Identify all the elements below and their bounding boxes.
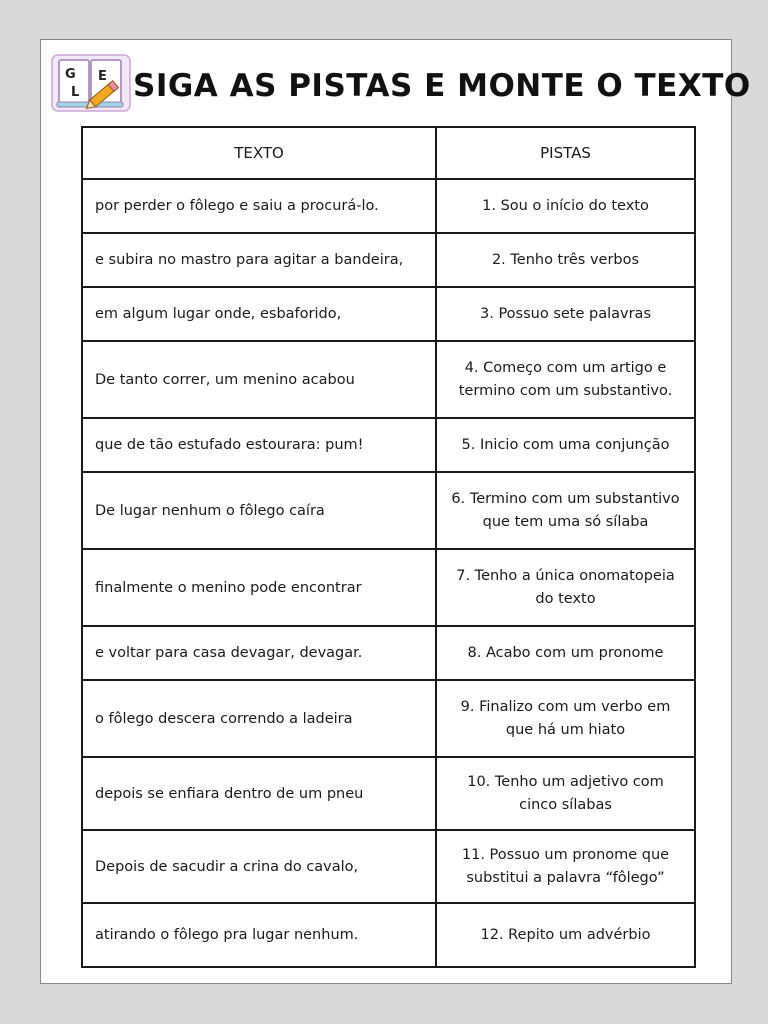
clue-cell: 12. Repito um advérbio bbox=[436, 903, 695, 967]
table-row bbox=[82, 757, 695, 830]
header-texto: TEXTO bbox=[82, 127, 436, 179]
worksheet-page bbox=[40, 39, 751, 984]
clue-cell: 9. Finalizo com um verbo em que há um hiato bbox=[436, 680, 695, 757]
text-fragment-cell: em algum lugar onde, esbaforido, bbox=[82, 287, 436, 341]
clue-cell: 2. Tenho três verbos bbox=[436, 233, 695, 287]
clue-cell: 5. Inicio com uma conjunção bbox=[436, 418, 695, 472]
book-with-pencil-icon bbox=[51, 54, 131, 112]
logo-letter: L bbox=[71, 85, 80, 100]
clue-cell: 7. Tenho a única onomatopeia do texto bbox=[436, 549, 695, 626]
logo-letter: E bbox=[98, 69, 107, 84]
text-fragment-cell: e voltar para casa devagar, devagar. bbox=[82, 626, 436, 680]
clue-cell: 1. Sou o início do texto bbox=[436, 179, 695, 233]
header bbox=[51, 52, 751, 114]
clues-table bbox=[81, 126, 696, 968]
table-row bbox=[82, 626, 695, 680]
header-pistas: PISTAS bbox=[436, 127, 695, 179]
table-row bbox=[82, 341, 695, 418]
clue-cell: 3. Possuo sete palavras bbox=[436, 287, 695, 341]
table-row bbox=[82, 287, 695, 341]
table-row bbox=[82, 472, 695, 549]
clue-cell: 10. Tenho um adjetivo com cinco sílabas bbox=[436, 757, 695, 830]
table-row bbox=[82, 680, 695, 757]
table-row bbox=[82, 418, 695, 472]
text-fragment-cell: por perder o fôlego e saiu a procurá-lo. bbox=[82, 179, 436, 233]
text-fragment-cell: De tanto correr, um menino acabou bbox=[82, 341, 436, 418]
text-fragment-cell: De lugar nenhum o fôlego caíra bbox=[82, 472, 436, 549]
table-row bbox=[82, 549, 695, 626]
table-row bbox=[82, 179, 695, 233]
text-fragment-cell: o fôlego descera correndo a ladeira bbox=[82, 680, 436, 757]
table-row bbox=[82, 903, 695, 967]
text-fragment-cell: depois se enfiara dentro de um pneu bbox=[82, 757, 436, 830]
clue-cell: 8. Acabo com um pronome bbox=[436, 626, 695, 680]
text-fragment-cell: que de tão estufado estourara: pum! bbox=[82, 418, 436, 472]
text-fragment-cell: atirando o fôlego pra lugar nenhum. bbox=[82, 903, 436, 967]
table-header-row bbox=[82, 127, 695, 179]
page-title: SIGA AS PISTAS E MONTE O TEXTO bbox=[133, 68, 751, 104]
text-fragment-cell: e subira no mastro para agitar a bandeira, bbox=[82, 233, 436, 287]
clue-cell: 6. Termino com um substantivo que tem uma só sílaba bbox=[436, 472, 695, 549]
clue-cell: 4. Começo com um artigo e termino com um substantivo. bbox=[436, 341, 695, 418]
logo-letter: G bbox=[65, 67, 76, 82]
table-row bbox=[82, 830, 695, 903]
text-fragment-cell: finalmente o menino pode encontrar bbox=[82, 549, 436, 626]
table-row bbox=[82, 233, 695, 287]
clue-cell: 11. Possuo um pronome que substitui a palavra “fôlego” bbox=[436, 830, 695, 903]
text-fragment-cell: Depois de sacudir a crina do cavalo, bbox=[82, 830, 436, 903]
